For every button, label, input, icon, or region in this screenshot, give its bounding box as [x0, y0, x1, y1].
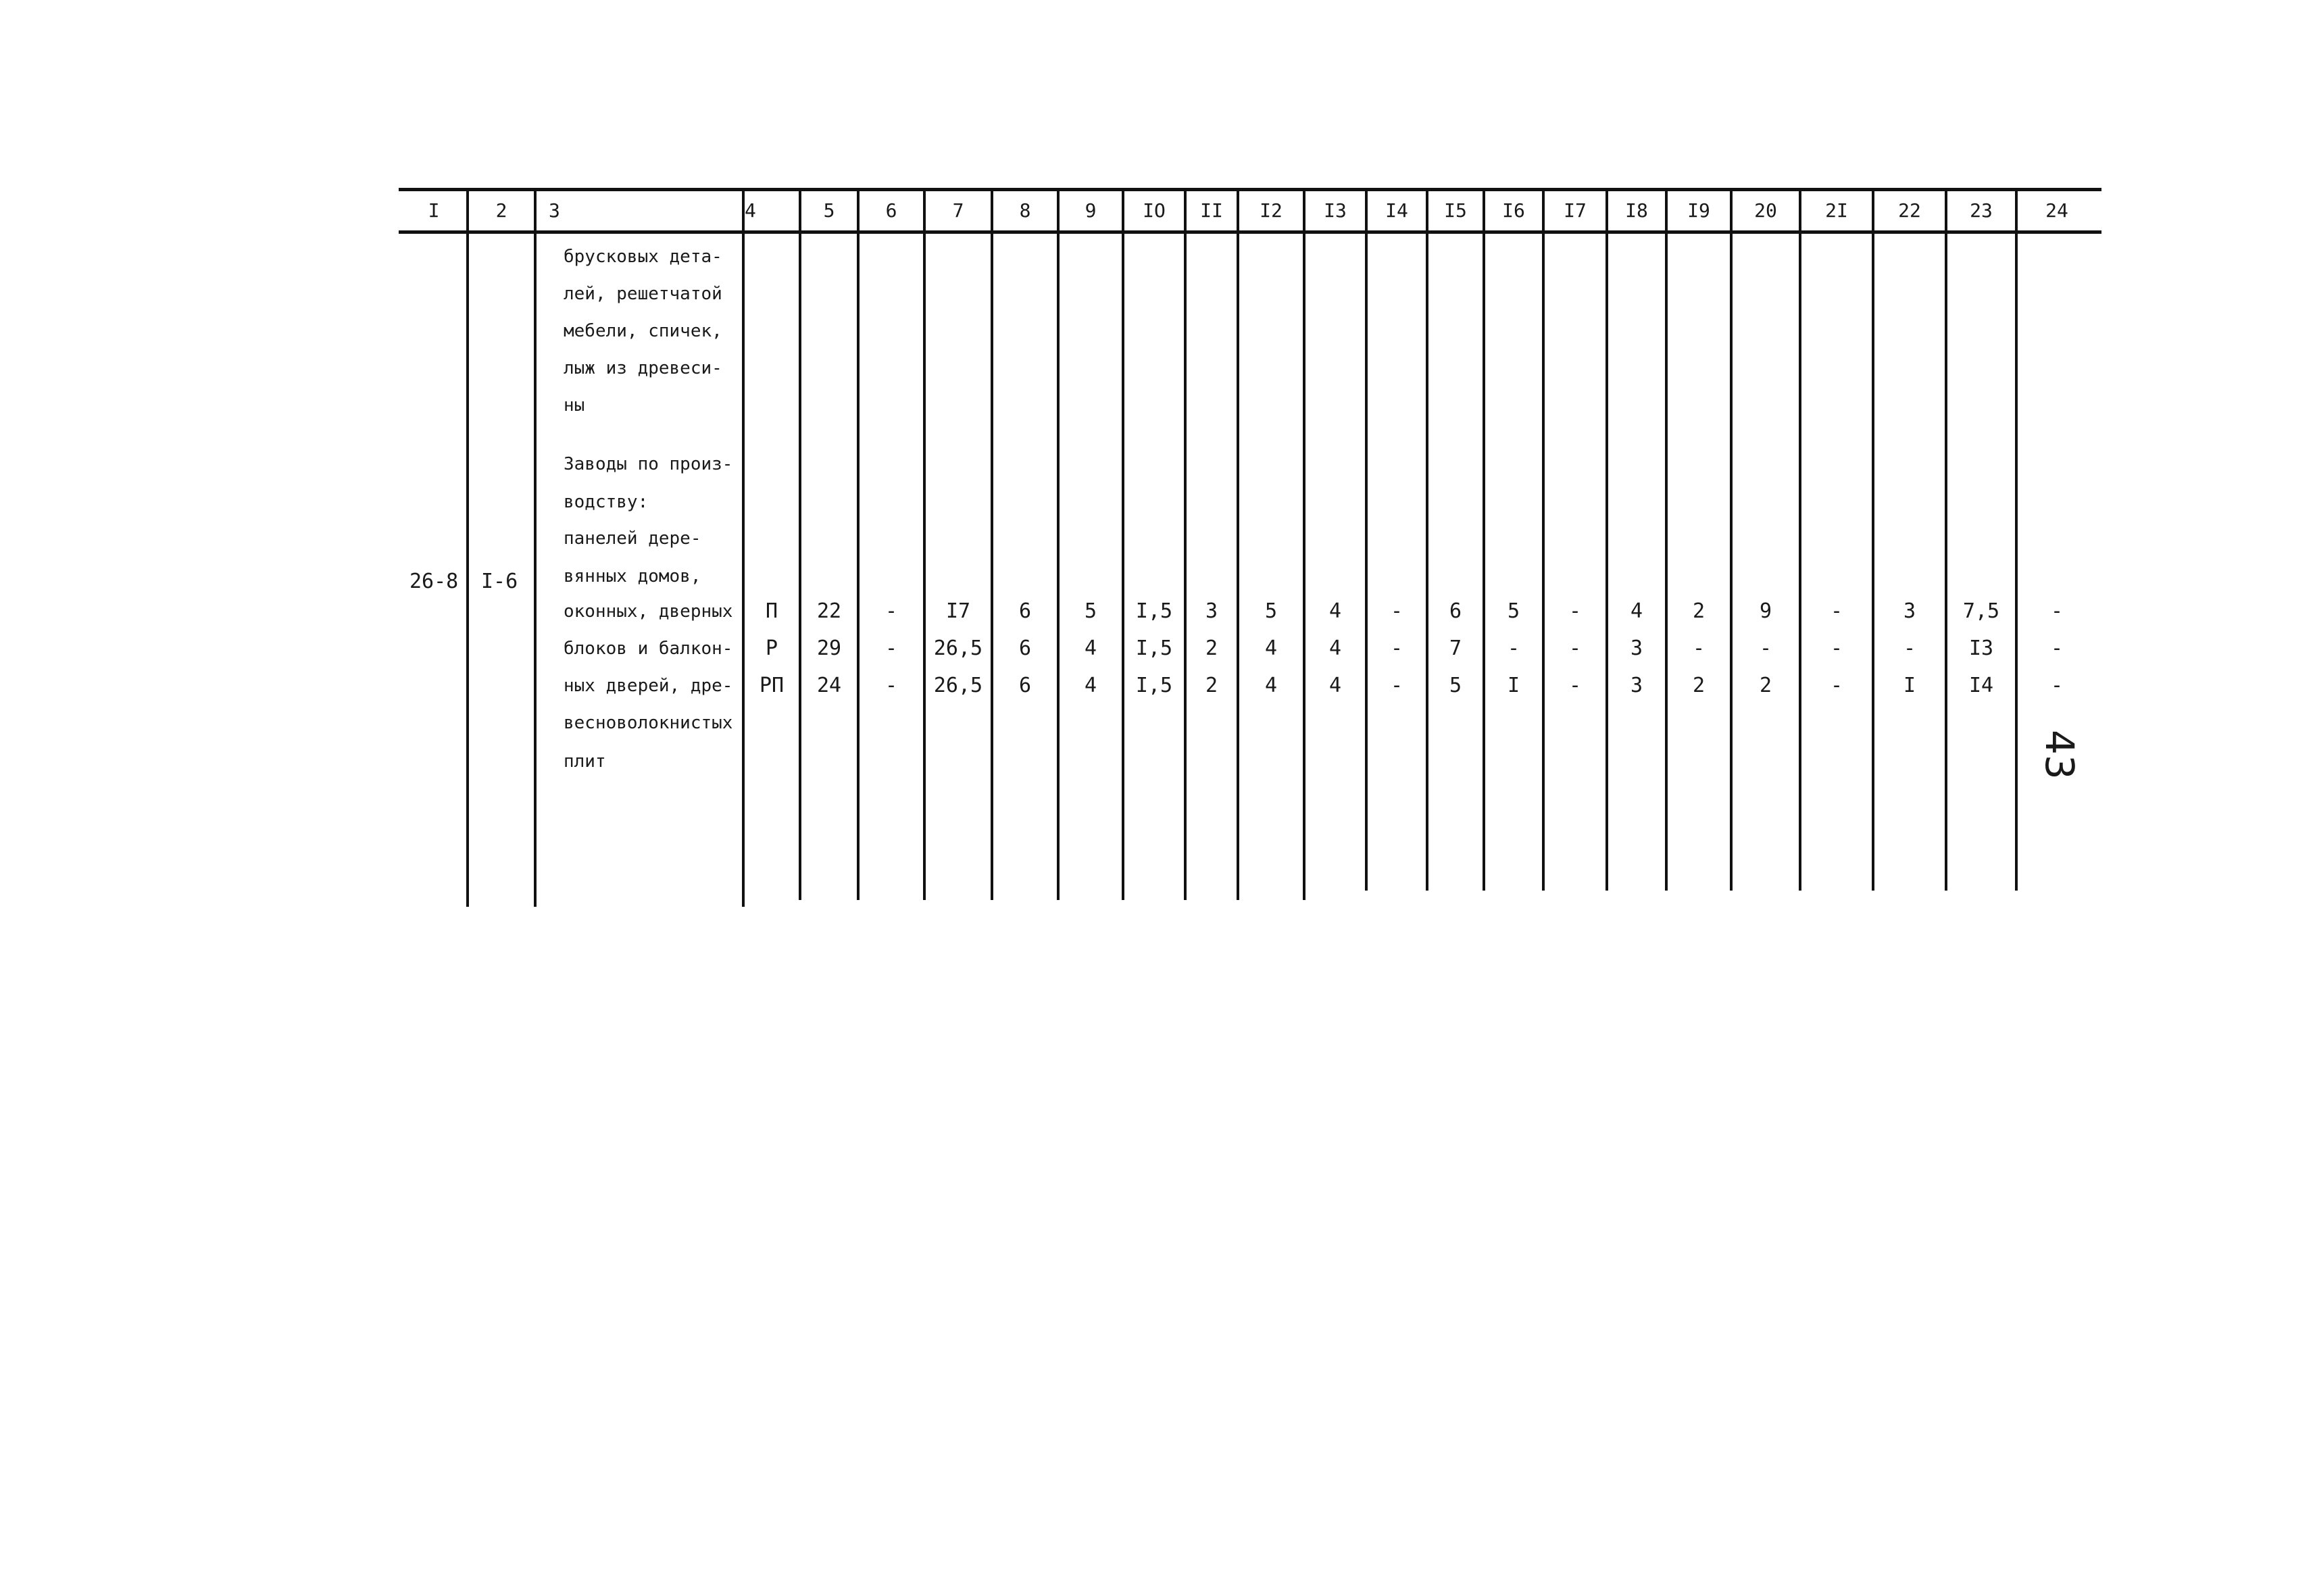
table-cell: 2	[1205, 637, 1218, 660]
table-cell: 3	[1903, 599, 1916, 623]
table-cell: -	[1507, 637, 1520, 660]
table-cell: 2	[1692, 599, 1706, 623]
table-cell: I	[1903, 674, 1916, 697]
table-cell: I	[1507, 674, 1520, 697]
table-cell: -	[2050, 674, 2064, 697]
table-cell: 3	[1630, 637, 1643, 660]
description-line: плит	[564, 751, 606, 772]
header-cell: IO	[1143, 199, 1166, 222]
table-cell: -	[2050, 637, 2064, 660]
column-divider	[1122, 191, 1124, 900]
column-divider	[1303, 191, 1305, 900]
description-line: оконных, дверных	[564, 601, 733, 622]
table-cell: -	[1830, 674, 1843, 697]
header-cell: 24	[2045, 199, 2068, 222]
header-cell: I8	[1625, 199, 1648, 222]
table-cell: 2	[1692, 674, 1706, 697]
description-line: мебели, спичек,	[564, 321, 722, 341]
table-cell: -	[1903, 637, 1916, 660]
column-divider	[1730, 191, 1733, 891]
table-cell: -	[1830, 637, 1843, 660]
table-cell: I,5	[1135, 599, 1173, 623]
description-line: вянных домов,	[564, 566, 701, 587]
description-line: лыж из древеси-	[564, 358, 722, 378]
column-divider	[1365, 191, 1368, 891]
header-cell: 7	[952, 199, 964, 222]
column-divider	[1057, 191, 1060, 900]
table-cell: 7,5	[1962, 599, 2000, 623]
table-cell: 5	[1449, 674, 1462, 697]
header-cell: 3	[549, 199, 560, 222]
header-cell: 2I	[1825, 199, 1848, 222]
header-cell: 2	[495, 199, 507, 222]
table-cell: -	[1692, 637, 1706, 660]
description-line: Заводы по произ-	[564, 454, 733, 474]
page-number: 43	[2037, 730, 2083, 780]
table-cell: -	[1390, 637, 1403, 660]
table-cell: 24	[816, 674, 842, 697]
table-cell: 6	[1018, 599, 1032, 623]
table-cell: I4	[1968, 674, 1994, 697]
table-cell: 2	[1205, 674, 1218, 697]
table-rule	[399, 230, 2101, 234]
table-cell: -	[885, 637, 898, 660]
table-cell: 5	[1084, 599, 1097, 623]
header-cell: I7	[1564, 199, 1587, 222]
column-divider	[534, 191, 537, 907]
table-cell: 3	[1205, 599, 1218, 623]
header-cell: I3	[1324, 199, 1347, 222]
column-divider	[1605, 191, 1608, 891]
table-rule	[399, 188, 2101, 191]
description-line: водству:	[564, 492, 649, 512]
table-cell: 4	[1264, 674, 1278, 697]
header-cell: 8	[1019, 199, 1031, 222]
table-cell: I,5	[1135, 637, 1173, 660]
table-cell: -	[2050, 599, 2064, 623]
description-line: ны	[564, 395, 585, 416]
table-cell: 6	[1018, 674, 1032, 697]
table-cell: 4	[1264, 637, 1278, 660]
table-cell: 22	[816, 599, 842, 623]
table-cell: 9	[1759, 599, 1772, 623]
header-cell: 4	[745, 199, 756, 222]
header-cell: 20	[1754, 199, 1777, 222]
header-cell: I6	[1502, 199, 1525, 222]
table-cell: 5	[1507, 599, 1520, 623]
table-cell: I7	[945, 599, 971, 623]
table-cell: -	[1568, 599, 1582, 623]
header-cell: II	[1200, 199, 1223, 222]
table-cell: 4	[1328, 637, 1342, 660]
col2-value: I-6	[481, 570, 518, 593]
table-cell: 4	[1084, 637, 1097, 660]
description-line: весноволокнистых	[564, 713, 733, 733]
header-cell: I4	[1385, 199, 1408, 222]
column-divider	[991, 191, 993, 900]
header-cell: I5	[1444, 199, 1467, 222]
table-cell: 4	[1630, 599, 1643, 623]
description-line: лей, решетчатой	[564, 284, 722, 304]
row-type: Р	[765, 637, 778, 660]
table-cell: -	[885, 674, 898, 697]
table-cell: -	[1568, 637, 1582, 660]
column-divider	[1483, 191, 1485, 891]
table-cell: 2	[1759, 674, 1772, 697]
header-cell: 6	[885, 199, 897, 222]
header-cell: I	[428, 199, 440, 222]
description-line: ных дверей, дре-	[564, 676, 733, 696]
header-cell: 23	[1970, 199, 1993, 222]
table-cell: -	[1390, 674, 1403, 697]
column-divider	[1872, 191, 1874, 891]
column-divider	[1945, 191, 1947, 891]
row-type: П	[765, 599, 778, 623]
column-divider	[2015, 191, 2018, 891]
header-cell: 9	[1085, 199, 1097, 222]
header-cell: 22	[1898, 199, 1921, 222]
table-cell: 3	[1630, 674, 1643, 697]
header-cell: I9	[1687, 199, 1710, 222]
column-divider	[466, 191, 469, 907]
column-divider	[1665, 191, 1668, 891]
table-cell: 26,5	[933, 637, 983, 660]
table-cell: -	[1759, 637, 1772, 660]
header-cell: I2	[1260, 199, 1283, 222]
table-cell: -	[1390, 599, 1403, 623]
column-divider	[799, 191, 801, 900]
header-cell: 5	[823, 199, 835, 222]
row-type: РП	[759, 674, 785, 697]
column-divider	[923, 191, 926, 900]
table-cell: 4	[1328, 674, 1342, 697]
table-cell: -	[1568, 674, 1582, 697]
table-cell: -	[885, 599, 898, 623]
column-divider	[1542, 191, 1545, 891]
table-cell: 6	[1018, 637, 1032, 660]
table-cell: 26,5	[933, 674, 983, 697]
table-cell: I,5	[1135, 674, 1173, 697]
description-line: блоков и балкон-	[564, 639, 733, 659]
table-cell: 29	[816, 637, 842, 660]
table-cell: 5	[1264, 599, 1278, 623]
table-cell: 7	[1449, 637, 1462, 660]
col1-value: 26-8	[409, 570, 459, 593]
column-divider	[857, 191, 860, 900]
column-divider	[1799, 191, 1801, 891]
column-divider	[1184, 191, 1187, 900]
table-cell: -	[1830, 599, 1843, 623]
table-cell: 6	[1449, 599, 1462, 623]
table-cell: 4	[1084, 674, 1097, 697]
description-line: панелей дере-	[564, 528, 701, 549]
description-line: брусковых дета-	[564, 247, 722, 267]
column-divider	[1237, 191, 1239, 900]
column-divider	[1426, 191, 1428, 891]
table-cell: I3	[1968, 637, 1994, 660]
table-cell: 4	[1328, 599, 1342, 623]
